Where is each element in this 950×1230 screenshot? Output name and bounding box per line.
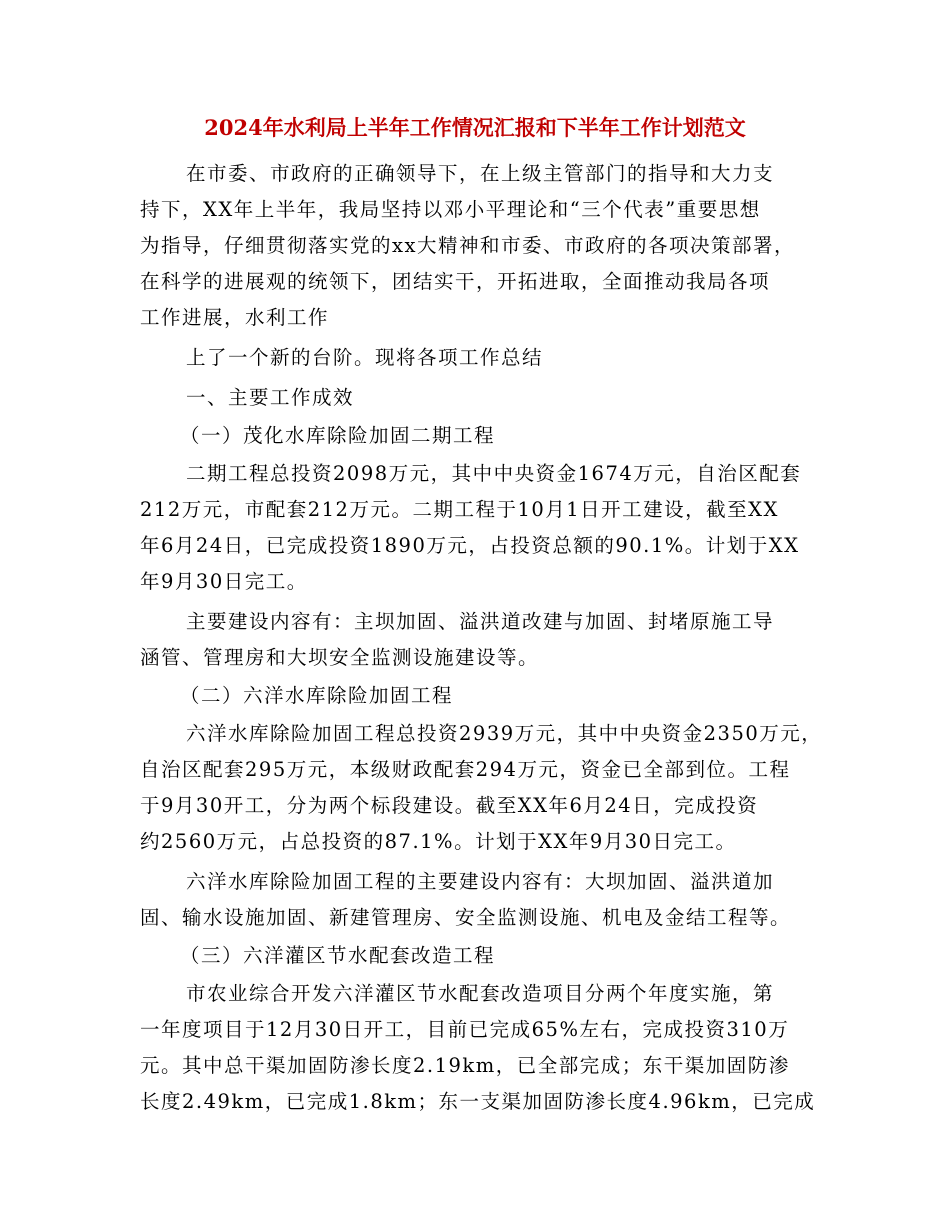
paragraph-line: 二期工程总投资2098万元，其中中央资金1674万元，自治区配套 [186,462,802,485]
paragraph-line: 六洋水库除险加固工程的主要建设内容有：大坝加固、溢洪道加 [186,870,775,893]
paragraph-line: 市农业综合开发六洋灌区节水配套改造项目分两个年度实施，第 [186,982,775,1005]
paragraph-line: 长度2.49km，已完成1.8km；东一支渠加固防渗长度4.96km，已完成 [140,1090,816,1113]
subsection-heading: （三）六洋灌区节水配套改造工程 [180,944,496,967]
paragraph-line: 212万元，市配套212万元。二期工程于10月1日开工建设，截至XX [140,498,779,521]
paragraph-line: 上了一个新的台阶。现将各项工作总结 [186,346,544,369]
paragraph-line: 元。其中总干渠加固防渗长度2.19km，已全部完成；东干渠加固防渗 [140,1054,790,1077]
paragraph-line: 涵管、管理房和大坝安全监测设施建设等。 [140,646,540,669]
paragraph-line: 于9月30开工，分为两个标段建设。截至XX年6月24日，完成投资 [140,794,759,817]
paragraph-line: 工作进展，水利工作 [140,306,330,329]
paragraph-line: 六洋水库除险加固工程总投资2939万元，其中中央资金2350万元， [186,722,823,745]
paragraph-line: 年9月30日完工。 [140,570,308,593]
paragraph-line: 一年度项目于12月30日开工，目前已完成65%左右，完成投资310万 [140,1018,790,1041]
paragraph-line: 持下，XX年上半年，我局坚持以邓小平理论和“三个代表”重要思想 [140,198,761,221]
paragraph-line: 年6月24日，已完成投资1890万元，占投资总额的90.1%。计划于XX [140,534,800,557]
paragraph-line: 约2560万元，占总投资的87.1%。计划于XX年9月30日完工。 [140,830,737,853]
paragraph-line: 在市委、市政府的正确领导下，在上级主管部门的指导和大力支 [186,162,775,185]
subsection-heading: （一）茂化水库除险加固二期工程 [180,424,496,447]
document-title: 2024年水利局上半年工作情况汇报和下半年工作计划范文 [204,115,746,140]
section-heading: 一、主要工作成效 [186,386,355,409]
paragraph-line: 为指导，仔细贯彻落实党的xx大精神和市委、市政府的各项决策部署， [140,234,795,257]
paragraph-line: 主要建设内容有：主坝加固、溢洪道改建与加固、封堵原施工导 [186,610,775,633]
subsection-heading: （二）六洋水库除险加固工程 [180,684,454,707]
paragraph-line: 在科学的进展观的统领下，团结实干，开拓进取，全面推动我局各项 [140,270,771,293]
paragraph-line: 自治区配套295万元，本级财政配套294万元，资金已全部到位。工程 [140,758,791,781]
paragraph-line: 固、输水设施加固、新建管理房、安全监测设施、机电及金结工程等。 [140,906,792,929]
